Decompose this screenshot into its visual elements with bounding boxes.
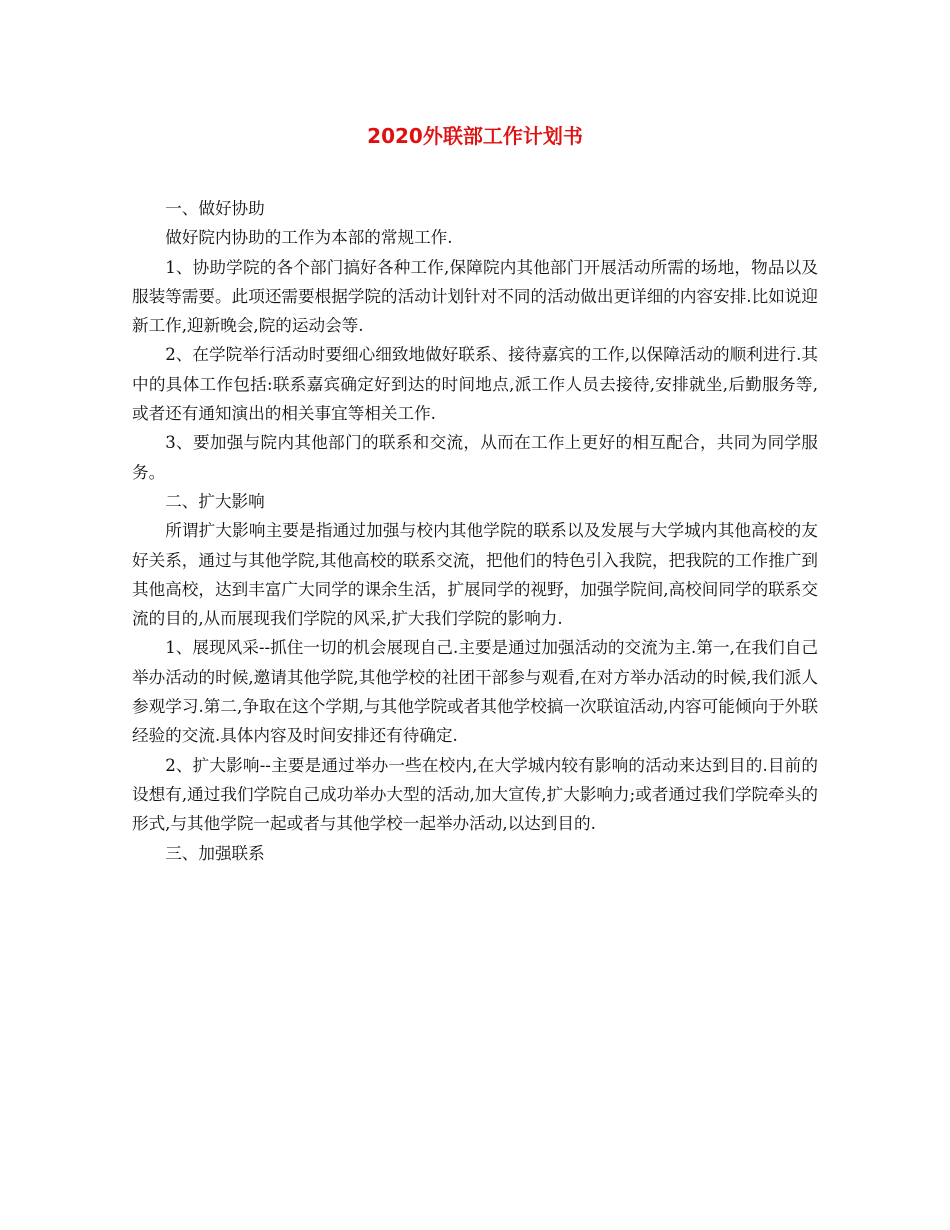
section-heading: 二、扩大影响 <box>165 491 265 511</box>
body-paragraph: 1、协助学院的各个部门搞好各种工作,保障院内其他部门开展活动所需的场地，物品以及服装等需要。此项还需要根据学院的活动计划针对不同的活动做出更详细的内容安排.比如说迎新工作,迎新晚会,院的运动会等. <box>132 257 818 336</box>
document-body <box>132 194 818 868</box>
body-paragraph: 2、扩大影响--主要是通过举办一些在校内,在大学城内较有影响的活动来达到目的.目前的设想有,通过我们学院自己成功举办大型的活动,加大宣传,扩大影响力;或者通过我们学院牵头的形式,与其他学院一起或者与其他学校一起举办活动,以达到目的. <box>132 755 818 834</box>
body-paragraph: 做好院内协助的工作为本部的常规工作. <box>165 228 453 248</box>
body-paragraph: 所谓扩大影响主要是指通过加强与校内其他学院的联系以及发展与大学城内其他高校的友好关系，通过与其他学院,其他高校的联系交流，把他们的特色引入我院，把我院的工作推广到其他高校，达到丰富广大同学的课余生活，扩展同学的视野，加强学院间,高校间同学的联系交流的目的,从而展现我们学院的风采,扩大我们学院的影响力. <box>132 521 818 629</box>
body-paragraph: 3、要加强与院内其他部门的联系和交流，从而在工作上更好的相互配合，共同为同学服务。 <box>132 433 818 482</box>
document-title: 2020外联部工作计划书 <box>367 124 583 148</box>
section-heading: 一、做好协助 <box>165 199 265 218</box>
section-heading: 三、加强联系 <box>165 843 265 863</box>
body-paragraph: 1、展现风采--抓住一切的机会展现自己.主要是通过加强活动的交流为主.第一,在我们自己举办活动的时候,邀请其他学院,其他学校的社团干部参与观看,在对方举办活动的时候,我们派人参观学习.第二,争取在这个学期,与其他学院或者其他学校搞一次联谊活动,内容可能倾向于外联经验的交流.具体内容及时间安排还有待确定. <box>132 638 818 746</box>
body-paragraph: 2、在学院举行活动时要细心细致地做好联系、接待嘉宾的工作,以保障活动的顺利进行.其中的具体工作包括:联系嘉宾确定好到达的时间地点,派工作人员去接待,安排就坐,后勤服务等,或者还有通知演出的相关事宜等相关工作. <box>132 345 818 424</box>
